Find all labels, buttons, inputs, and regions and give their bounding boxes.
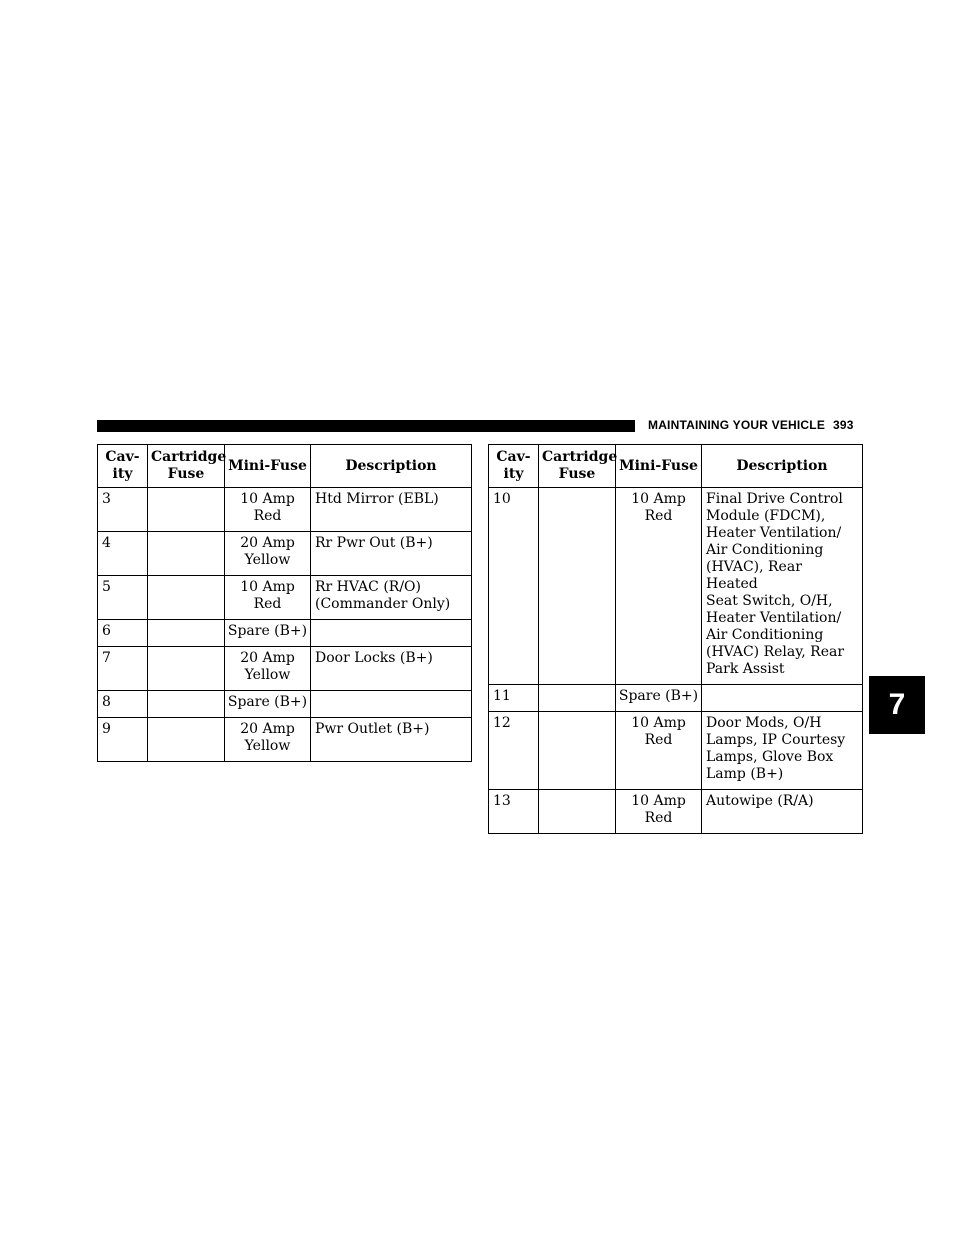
col-header-description: Description — [311, 445, 472, 488]
fuse-table-right — [488, 444, 863, 834]
cavity-cell: 7 — [98, 647, 148, 691]
col-header-cavity: Cav- ity — [489, 445, 539, 488]
cartridge-fuse-cell — [148, 532, 225, 576]
cavity-cell: 9 — [98, 718, 148, 762]
mini-fuse-cell: 20 Amp Yellow — [225, 718, 311, 762]
col-header-cartridge: Cartridge Fuse — [539, 445, 616, 488]
table-row — [98, 576, 472, 620]
cartridge-fuse-cell — [148, 691, 225, 718]
cartridge-fuse-cell — [539, 712, 616, 790]
table-row — [489, 712, 863, 790]
section-title: MAINTAINING YOUR VEHICLE — [648, 418, 826, 432]
page-number: 393 — [833, 418, 854, 432]
cartridge-fuse-cell — [539, 790, 616, 834]
cavity-cell: 6 — [98, 620, 148, 647]
table-row — [98, 691, 472, 718]
table-row — [489, 790, 863, 834]
header-rule — [97, 420, 635, 432]
cartridge-fuse-cell — [539, 488, 616, 685]
mini-fuse-cell: 10 Amp Red — [225, 576, 311, 620]
cartridge-fuse-cell — [148, 488, 225, 532]
mini-fuse-cell: 10 Amp Red — [616, 790, 702, 834]
chapter-tab: 7 — [869, 676, 925, 734]
cavity-cell: 11 — [489, 685, 539, 712]
col-header-mini-fuse: Mini-Fuse — [225, 445, 311, 488]
cavity-cell: 12 — [489, 712, 539, 790]
table-row — [98, 488, 472, 532]
col-header-mini-fuse: Mini-Fuse — [616, 445, 702, 488]
cavity-cell: 13 — [489, 790, 539, 834]
mini-fuse-cell: Spare (B+) — [225, 620, 311, 647]
cavity-cell: 4 — [98, 532, 148, 576]
description-cell: Final Drive Control Module (FDCM), Heater Ventilation/ Air Conditioning (HVAC), Rear Heated Seat Switch, O/H, Heater Ventilation/ Air Conditioning (HVAC) Relay, Rear Park Assist — [702, 488, 863, 685]
description-cell — [311, 691, 472, 718]
description-cell — [311, 620, 472, 647]
description-cell: Door Locks (B+) — [311, 647, 472, 691]
description-cell: Autowipe (R/A) — [702, 790, 863, 834]
cavity-cell: 10 — [489, 488, 539, 685]
cartridge-fuse-cell — [539, 685, 616, 712]
table-row — [98, 718, 472, 762]
mini-fuse-cell: 20 Amp Yellow — [225, 647, 311, 691]
fuse-table-left — [97, 444, 472, 762]
table-row — [489, 488, 863, 685]
col-header-description: Description — [702, 445, 863, 488]
cartridge-fuse-cell — [148, 647, 225, 691]
description-cell: Door Mods, O/H Lamps, IP Courtesy Lamps, Glove Box Lamp (B+) — [702, 712, 863, 790]
table-row — [98, 620, 472, 647]
col-header-cavity: Cav- ity — [98, 445, 148, 488]
mini-fuse-cell: Spare (B+) — [616, 685, 702, 712]
mini-fuse-cell: 10 Amp Red — [616, 488, 702, 685]
cavity-cell: 3 — [98, 488, 148, 532]
table-body — [489, 488, 863, 834]
mini-fuse-cell: Spare (B+) — [225, 691, 311, 718]
table-row — [98, 532, 472, 576]
table-header-row — [98, 445, 472, 488]
mini-fuse-cell: 20 Amp Yellow — [225, 532, 311, 576]
cartridge-fuse-cell — [148, 620, 225, 647]
description-cell: Pwr Outlet (B+) — [311, 718, 472, 762]
description-cell: Htd Mirror (EBL) — [311, 488, 472, 532]
mini-fuse-cell: 10 Amp Red — [616, 712, 702, 790]
description-cell — [702, 685, 863, 712]
table-header-row — [489, 445, 863, 488]
cartridge-fuse-cell — [148, 718, 225, 762]
running-header — [648, 418, 854, 432]
cavity-cell: 8 — [98, 691, 148, 718]
table-body — [98, 488, 472, 762]
cartridge-fuse-cell — [148, 576, 225, 620]
table-row — [98, 647, 472, 691]
mini-fuse-cell: 10 Amp Red — [225, 488, 311, 532]
description-cell: Rr HVAC (R/O) (Commander Only) — [311, 576, 472, 620]
cavity-cell: 5 — [98, 576, 148, 620]
table-row — [489, 685, 863, 712]
description-cell: Rr Pwr Out (B+) — [311, 532, 472, 576]
col-header-cartridge: Cartridge Fuse — [148, 445, 225, 488]
